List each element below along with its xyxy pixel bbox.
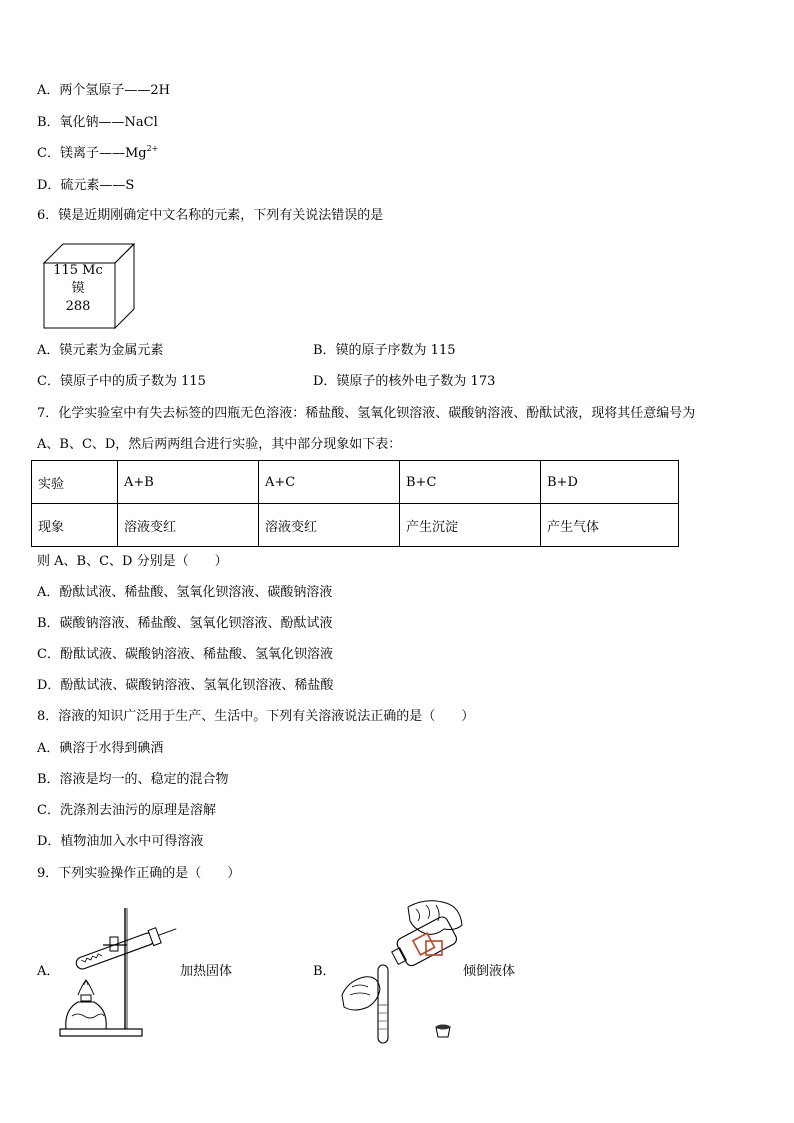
q6-option-a: A．镆元素为金属元素: [37, 343, 164, 358]
periodic-cell-text: [43, 262, 113, 316]
q9-option-a-label: A．: [37, 964, 60, 979]
q5-option-c-charge: 2+: [146, 144, 159, 153]
table-cell: 产生气体: [541, 504, 679, 547]
periodic-cell-number-symbol: 115 Mc: [53, 263, 103, 278]
table-cell: B+C: [400, 461, 541, 504]
q8-option-d: D．植物油加入水中可得溶液: [37, 834, 204, 849]
pouring-liquid-illustration: [338, 895, 468, 1050]
q7-option-a: A．酚酞试液、稀盐酸、氢氧化钡溶液、碳酸钠溶液: [37, 585, 333, 600]
q6-option-c: C．镆原子中的质子数为 115: [37, 374, 206, 389]
table-row-header: [32, 461, 679, 504]
q6-option-b: B．镆的原子序数为 115: [313, 343, 456, 358]
table-cell: 现象: [32, 504, 118, 547]
table-cell: B+D: [541, 461, 679, 504]
q5-option-c-text: C．镁离子——Mg: [37, 146, 147, 161]
table-cell: 产生沉淀: [400, 504, 541, 547]
q6-option-d: D．镆原子的核外电子数为 173: [313, 374, 496, 389]
q9-option-b-caption: 倾倒液体: [463, 964, 516, 979]
q8-option-a: A．碘溶于水得到碘酒: [37, 741, 164, 756]
q8-option-c: C．洗涤剂去油污的原理是溶解: [37, 803, 216, 818]
q6-stem: 6．镆是近期刚确定中文名称的元素，下列有关说法错误的是: [37, 208, 384, 223]
experiment-table: [31, 460, 679, 547]
q5-option-b: B．氧化钠——NaCl: [37, 115, 158, 130]
periodic-cell-name: 镆: [71, 281, 85, 296]
table-cell: 溶液变红: [118, 504, 259, 547]
periodic-cell-mass: 288: [65, 299, 91, 314]
table-cell: A+B: [118, 461, 259, 504]
table-cell: 溶液变红: [259, 504, 400, 547]
table-cell: 实验: [32, 461, 118, 504]
q9-option-b-label: B．: [313, 964, 336, 979]
q7-stem-line1: 7．化学实验室中有失去标签的四瓶无色溶液：稀盐酸、氢氧化钡溶液、碳酸钠溶液、酚酞试液，现将其任意编号为: [37, 406, 696, 421]
q7-option-b: B．碳酸钠溶液、稀盐酸、氢氧化钡溶液、酚酞试液: [37, 616, 333, 631]
table-cell: A+C: [259, 461, 400, 504]
q5-option-a: A．两个氢原子——2H: [37, 83, 170, 98]
q8-stem: 8．溶液的知识广泛用于生产、生活中。下列有关溶液说法正确的是（ ）: [37, 709, 475, 724]
q9-stem: 9．下列实验操作正确的是（ ）: [37, 866, 241, 881]
q5-option-c: [37, 145, 158, 163]
q9-option-a-caption: 加热固体: [180, 964, 233, 979]
q8-option-b: B．溶液是均一的、稳定的混合物: [37, 772, 229, 787]
heating-solid-apparatus-illustration: [58, 900, 183, 1045]
q7-option-c: C．酚酞试液、碳酸钠溶液、稀盐酸、氢氧化钡溶液: [37, 647, 333, 662]
table-row-observation: [32, 504, 679, 547]
q7-option-d: D．酚酞试液、碳酸钠溶液、氢氧化钡溶液、稀盐酸: [37, 678, 334, 693]
q5-option-d: D．硫元素——S: [37, 178, 135, 193]
q7-stem-line2: A、B、C、D，然后两两组合进行实验，其中部分现象如下表：: [37, 437, 402, 452]
q7-question: 则 A、B、C、D 分别是（ ）: [37, 554, 228, 569]
